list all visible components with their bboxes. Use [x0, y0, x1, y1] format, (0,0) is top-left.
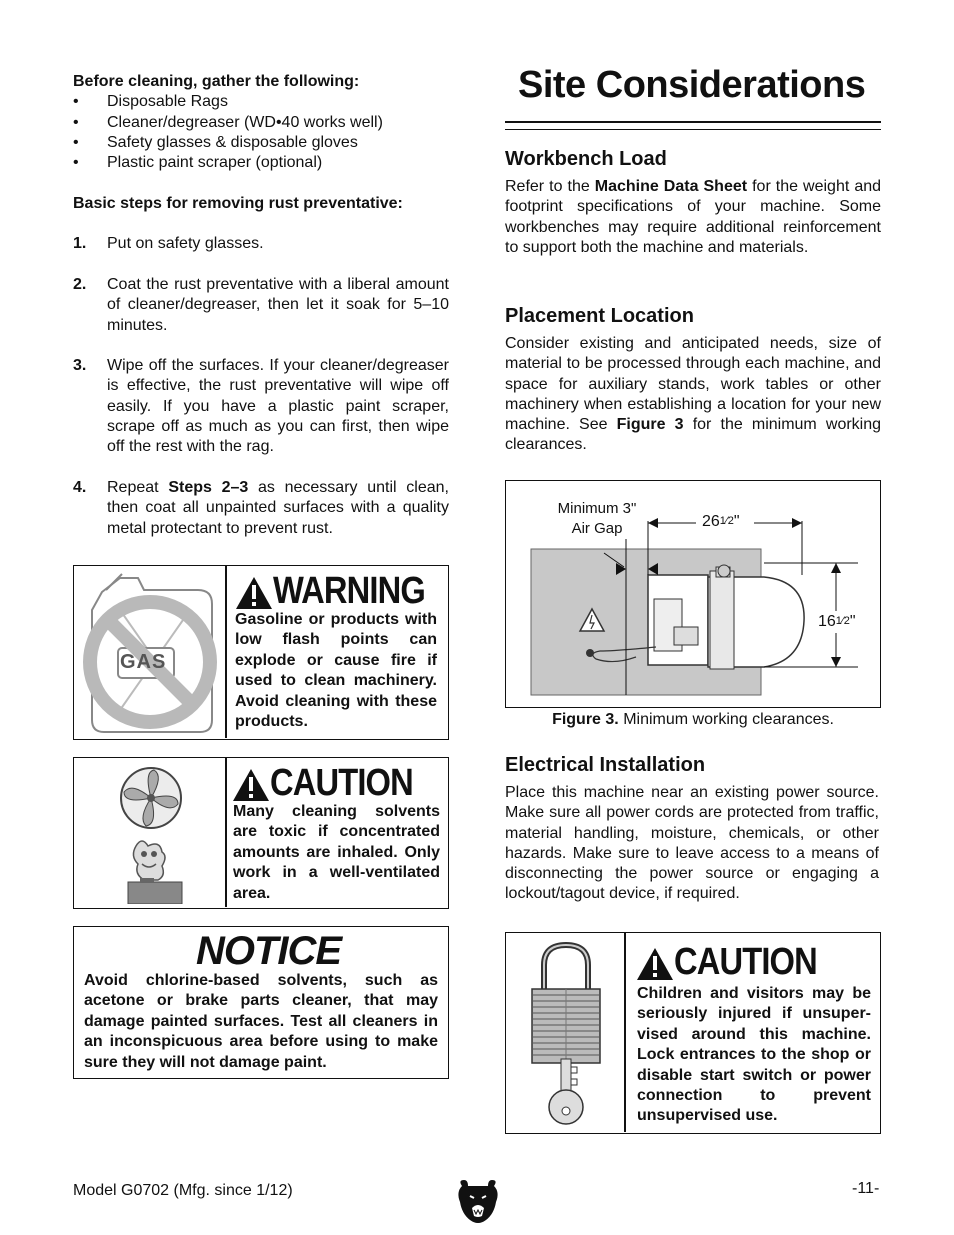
page-title: Site Considerations [518, 64, 866, 106]
notice-box [73, 926, 449, 1079]
figure-3 [505, 480, 881, 708]
step-item: 2. Coat the rust preventative with a liberal amount of cleaner/degreaser, then let it soak for 5–10 minutes. [73, 276, 449, 334]
caution-title: CAUTION [270, 762, 413, 804]
footer-model: Model G0702 (Mfg. since 1/12) [73, 1182, 293, 1199]
bear-logo-icon [456, 1178, 500, 1226]
warning-title: WARNING [273, 570, 425, 612]
depth-dimension-label: 161⁄2" [818, 613, 856, 630]
caution-box-solvents [73, 757, 449, 909]
title-rule [505, 121, 881, 123]
alert-triangle-icon [235, 576, 273, 610]
fan-ventilation-icon [114, 766, 192, 904]
list-item: • Disposable Rags [73, 93, 228, 110]
workbench-heading: Workbench Load [505, 148, 667, 170]
list-item: • Safety glasses & disposable gloves [73, 134, 358, 151]
list-item: • Cleaner/degreaser (WD•40 works well) [73, 114, 383, 131]
electrical-heading: Electrical Installation [505, 754, 706, 776]
padlock-key-icon [526, 941, 606, 1127]
placement-text: Consider existing and anticipated needs, size of material to be processed through each machine, and space for auxiliary stands, work tables or other machinery when establishing a location for your new machine. See Figure 3 for the minimum working clearances. [505, 335, 882, 454]
figure-caption: Figure 3. Minimum working clearances. [552, 711, 834, 728]
footer-page-number: -11- [852, 1180, 880, 1197]
air-gap-label: Minimum 3" Air Gap [557, 500, 637, 537]
gather-heading: Before cleaning, gather the following: [73, 73, 360, 90]
width-dimension-label: 261⁄2" [702, 513, 740, 530]
electrical-text: Place this machine near an existing power source. Make sure all power cords are protected from traffic, material handling, moisture, chemicals, or other hazards. Make sure to leave access to a means of disconnecting the power source or engaging a lockout/tagout device, if required. [505, 784, 879, 903]
list-item: • Plastic paint scraper (optional) [73, 154, 323, 171]
title-rule-thin [505, 129, 881, 130]
caution-title: CAUTION [674, 941, 817, 983]
gas-label: GAS [120, 651, 167, 673]
caution-text: Children and visitors may be seriously injured if unsupervised around this machine. Lock entrances to the shop or disable start switch or power connection to prevent unsupervised use. [637, 985, 871, 1125]
notice-text: Avoid chlorine-based solvents, such as acetone or brake parts cleaner, that may damage painted surfaces. Test all cleaners in an inconspicuous area before using to make sure they will not damage paint. [84, 972, 438, 1071]
workbench-text: Refer to the Machine Data Sheet for the weight and footprint specifications of your machine. Some workbenches may require additional reinforcement to support both the machine and materials. [505, 178, 882, 256]
warning-box [73, 565, 449, 740]
caution-text: Many cleaning solvents are toxic if concentrated amounts are inhaled. Only work in a well-ventilated area. [233, 803, 440, 902]
caution-box-children [505, 932, 881, 1134]
caution-header [636, 943, 856, 987]
alert-triangle-icon [232, 768, 270, 802]
steps-heading: Basic steps for removing rust preventative: [73, 195, 403, 212]
notice-title: NOTICE [196, 929, 342, 973]
placement-heading: Placement Location [505, 305, 694, 327]
alert-triangle-icon [636, 947, 674, 981]
step-item: 3. Wipe off the surfaces. If your cleaner/degreaser is effective, the rust preventative will wipe off easily. If you have a plastic paint scraper, scrape off as much as you can first, then wipe off the rest with the rag. [73, 357, 449, 456]
warning-text: Gasoline or products with low flash points can explode or cause fire if used to clean machinery. Avoid cleaning with these products. [235, 611, 437, 731]
step-item: 1. Put on safety glasses. [73, 235, 264, 252]
step-item: 4. Repeat Steps 2–3 as necessary until clean, then coat all unpainted surfaces with a quality metal protectant to prevent rust. [73, 479, 449, 537]
